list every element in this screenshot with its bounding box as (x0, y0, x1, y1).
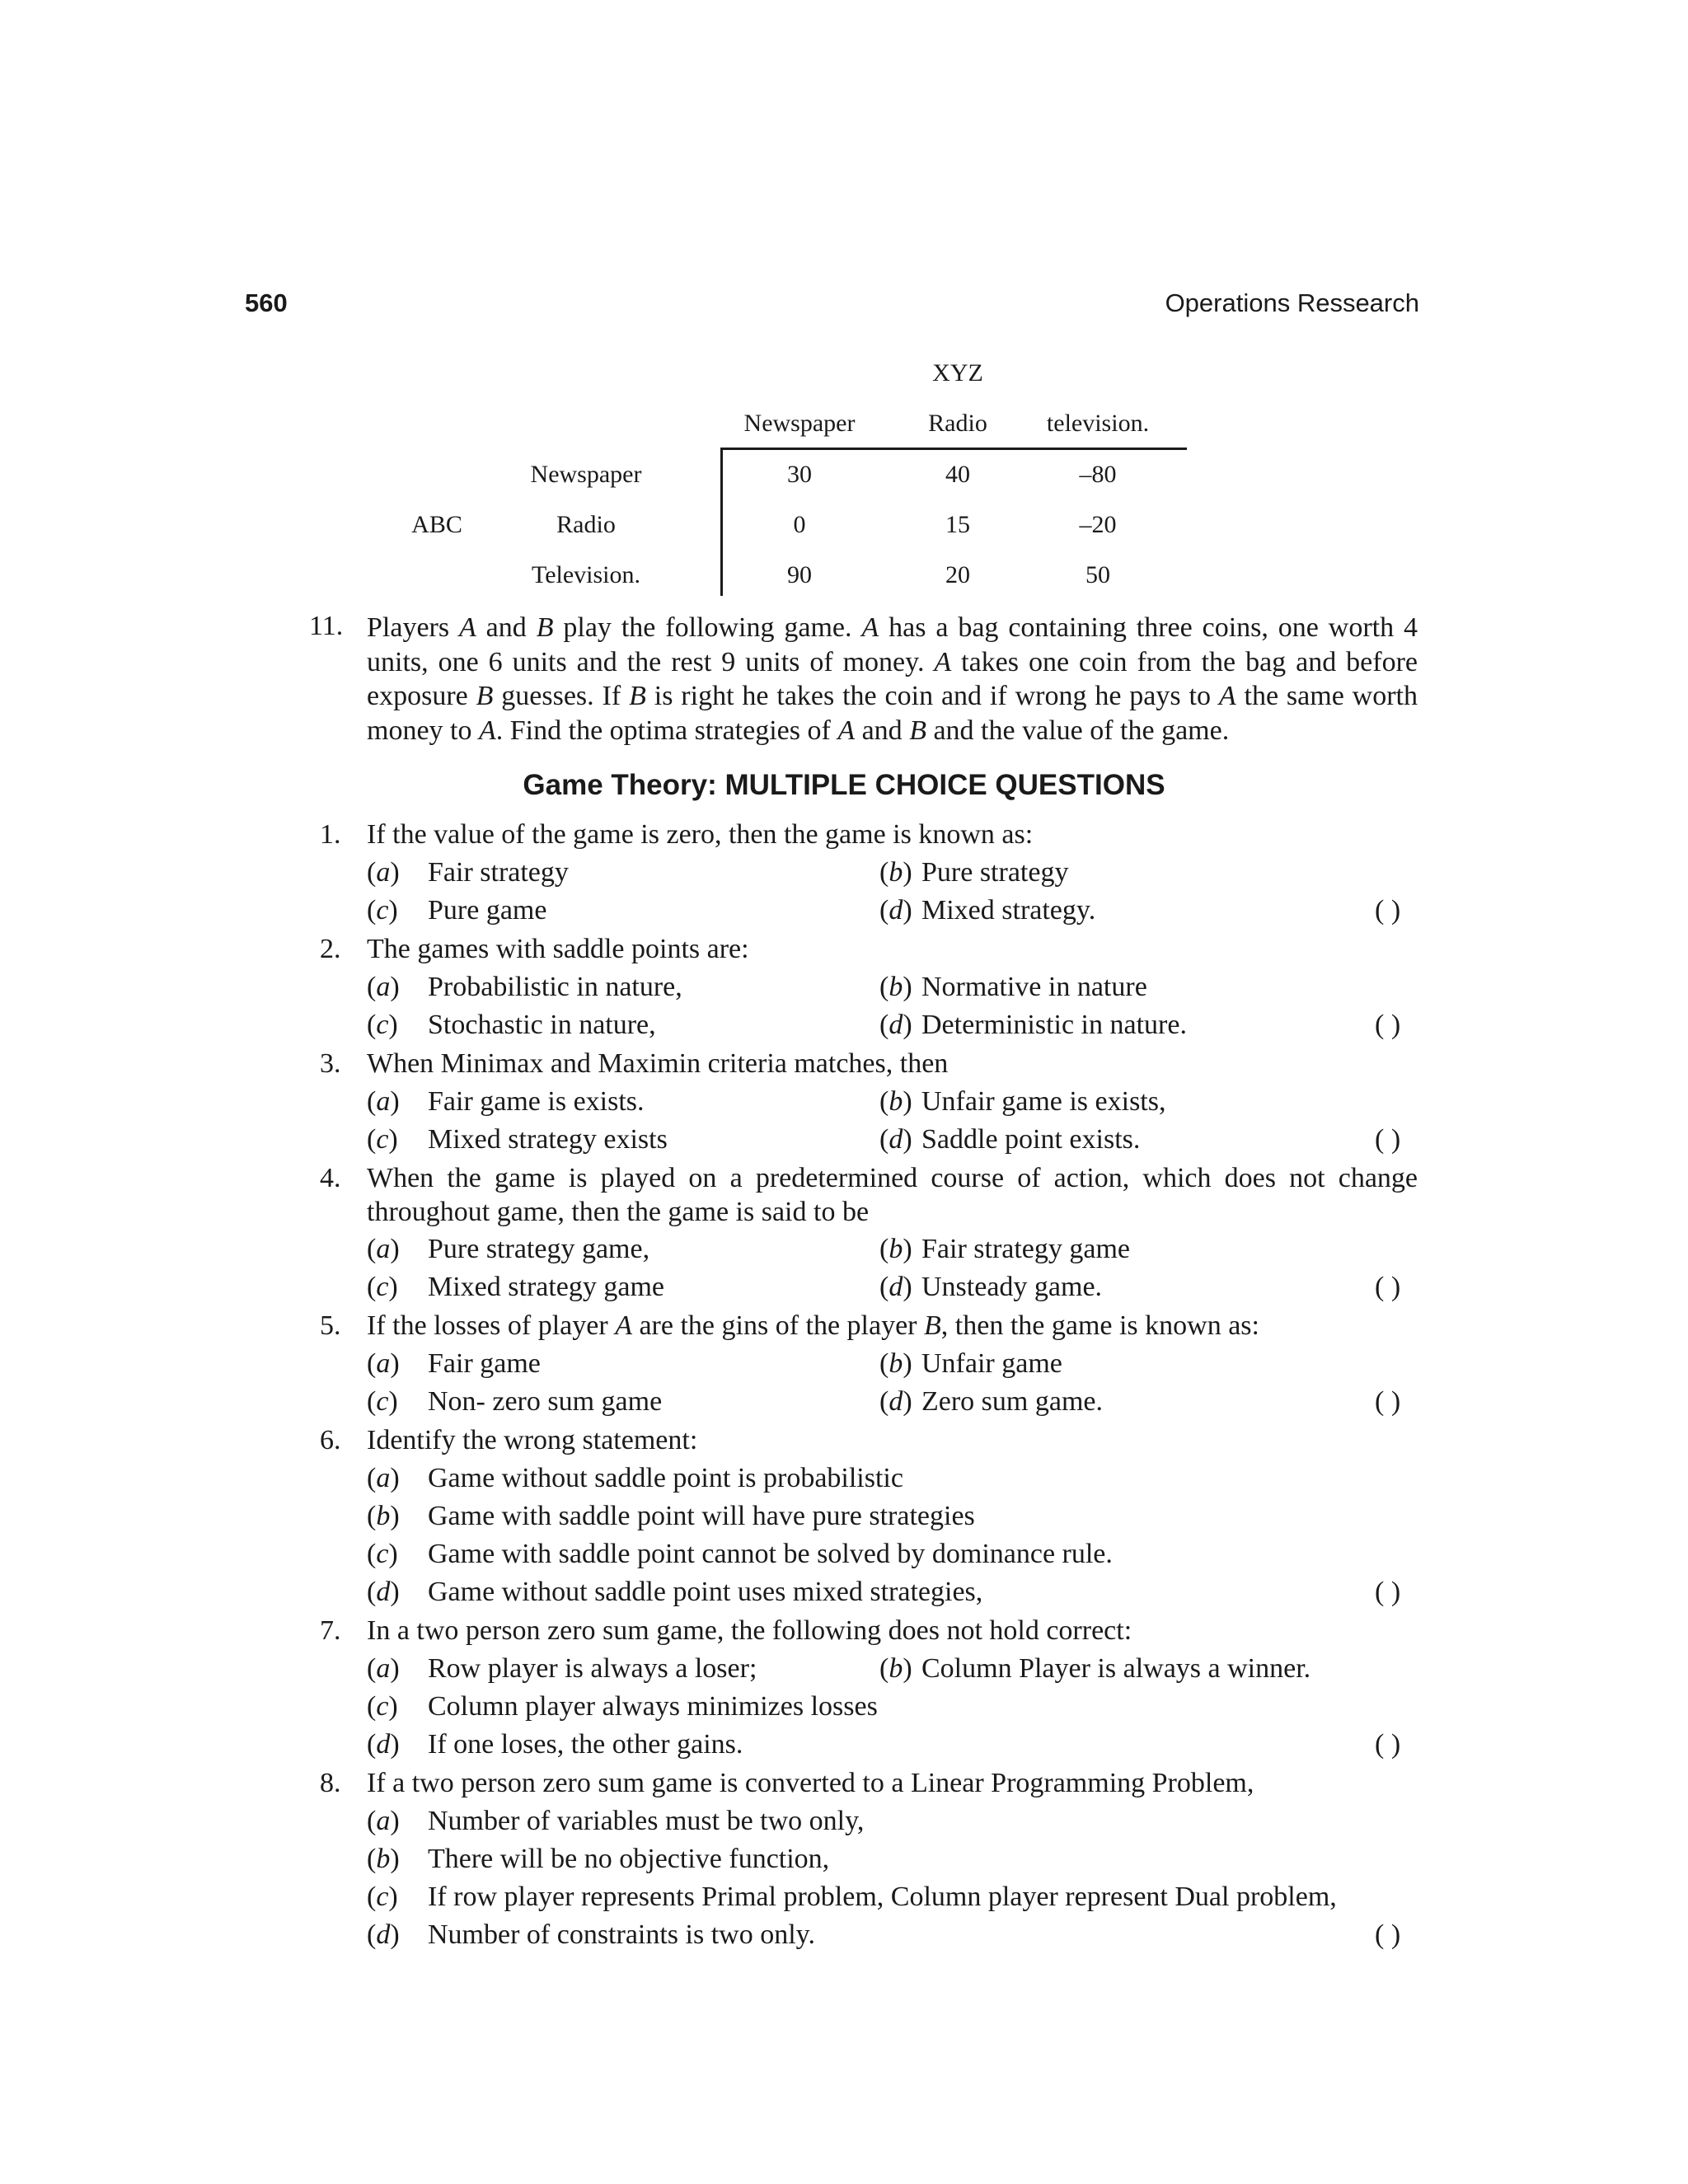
question-stem (0, 1163, 1688, 1201)
option-text: Column player always minimizes losses (428, 1691, 878, 1722)
option-text: Mixed strategy exists (428, 1124, 668, 1155)
question-number: 4. (320, 1163, 341, 1193)
matrix-cell: 40 (945, 461, 970, 488)
option-text: If one loses, the other gains. (428, 1729, 743, 1760)
option-text: Stochastic in nature, (428, 1010, 656, 1040)
option-row (0, 1463, 1688, 1501)
text-line: exposure B guesses. If B is right he takes the coin and if wrong he pays to A the same worth (367, 681, 1418, 711)
option-label: (d) (367, 1729, 400, 1760)
option-row (0, 1806, 1688, 1844)
option-text: Number of variables must be two only, (428, 1806, 865, 1836)
option-label: (c) (367, 1386, 398, 1417)
option-label: (d) (879, 1010, 912, 1040)
option-text: Normative in nature (921, 972, 1147, 1002)
option-text: Pure strategy (921, 857, 1069, 888)
text-line: money to A. Find the optima strategies of A and B and the value of the game. (367, 715, 1230, 746)
question-stem (0, 1615, 1688, 1653)
option-label: (b) (879, 972, 912, 1002)
text-line: Players A and B play the following game. A has a bag containing three coins, one worth 4 (367, 612, 1418, 643)
question-text: If a two person zero sum game is converted to a Linear Programming Problem, (367, 1768, 1254, 1798)
question-number: 3. (320, 1048, 341, 1079)
option-text: Unfair game is exists, (921, 1086, 1166, 1117)
option-text: Fair game (428, 1348, 541, 1379)
option-label: (a) (367, 1234, 400, 1264)
matrix-cell: 20 (945, 561, 970, 588)
option-row (0, 1844, 1688, 1882)
option-text: Fair game is exists. (428, 1086, 645, 1117)
column-header: Newspaper (743, 410, 856, 437)
option-row (0, 1086, 1688, 1124)
answer-bracket: ( ) (1375, 1729, 1401, 1760)
row-label: Newspaper (530, 461, 642, 488)
option-label: (d) (879, 1272, 912, 1302)
option-text: Game with saddle point cannot be solved by dominance rule. (428, 1539, 1113, 1569)
option-row (0, 1691, 1688, 1729)
option-text: Fair strategy (428, 857, 569, 888)
problem-11-text (367, 611, 1418, 748)
question-text: If the value of the game is zero, then the game is known as: (367, 819, 1034, 850)
option-label: (a) (367, 1463, 400, 1493)
option-label: (c) (367, 1010, 398, 1040)
question-number: 8. (320, 1768, 341, 1798)
option-text: Mixed strategy. (921, 895, 1096, 926)
option-row (0, 1501, 1688, 1539)
question-text: When Minimax and Maximin criteria matches, then (367, 1048, 949, 1079)
section-heading: Game Theory: MULTIPLE CHOICE QUESTIONS (523, 769, 1165, 801)
option-label: (a) (367, 972, 400, 1002)
matrix-cell: 15 (945, 511, 970, 538)
answer-bracket: ( ) (1375, 1919, 1401, 1950)
option-label: (b) (879, 1348, 912, 1379)
option-row (0, 972, 1688, 1010)
question-text: When the game is played on a predetermined course of action, which does not change (367, 1163, 1418, 1193)
matrix-cell: 50 (1085, 561, 1110, 588)
problem-number: 11. (309, 611, 344, 641)
option-text: Game without saddle point is probabilistic (428, 1463, 903, 1493)
option-text: Deterministic in nature. (921, 1010, 1187, 1040)
row-rule (720, 449, 723, 596)
option-label: (b) (367, 1501, 400, 1531)
row-player-label: ABC (411, 511, 462, 538)
option-text: Number of constraints is two only. (428, 1919, 815, 1950)
option-row (0, 1010, 1688, 1047)
row-label: Television. (531, 561, 641, 588)
payoff-matrix (0, 0, 1688, 610)
option-label: (a) (367, 1348, 400, 1379)
question-text: throughout game, then the game is said to be (367, 1197, 870, 1227)
option-label: (a) (367, 857, 400, 888)
option-row (0, 1272, 1688, 1310)
option-text: Mixed strategy game (428, 1272, 665, 1302)
text-line: units, one 6 units and the rest 9 units of money. A takes one coin from the bag and before (367, 646, 1418, 677)
matrix-cell: 30 (787, 461, 812, 488)
question-text: The games with saddle points are: (367, 934, 749, 964)
option-label: (c) (367, 895, 398, 926)
option-label: (c) (367, 1882, 398, 1912)
option-row (0, 895, 1688, 933)
option-label: (d) (879, 1124, 912, 1155)
question-text: Identify the wrong statement: (367, 1425, 698, 1455)
option-text: Game with saddle point will have pure strategies (428, 1501, 975, 1531)
option-text: There will be no objective function, (428, 1844, 830, 1874)
option-label: (b) (879, 857, 912, 888)
option-row (0, 1386, 1688, 1424)
option-label: (d) (367, 1577, 400, 1607)
option-text: Pure strategy game, (428, 1234, 650, 1264)
option-row (0, 1653, 1688, 1691)
option-label: (b) (879, 1234, 912, 1264)
matrix-cell: –20 (1079, 511, 1117, 538)
option-text: Game without saddle point uses mixed strategies, (428, 1577, 983, 1607)
option-row (0, 1539, 1688, 1577)
option-label: (d) (367, 1919, 400, 1950)
question-number: 1. (320, 819, 341, 850)
option-text: Zero sum game. (921, 1386, 1103, 1417)
option-label: (b) (367, 1844, 400, 1874)
option-label: (a) (367, 1806, 400, 1836)
answer-bracket: ( ) (1375, 1124, 1401, 1155)
option-text: If row player represents Primal problem, Column player represent Dual problem, (428, 1882, 1337, 1912)
option-label: (d) (879, 895, 912, 926)
question-stem (0, 1425, 1688, 1463)
row-label: Radio (556, 511, 616, 538)
question-stem (0, 934, 1688, 972)
option-row (0, 857, 1688, 895)
option-text: Saddle point exists. (921, 1124, 1141, 1155)
option-row (0, 1577, 1688, 1615)
option-label: (c) (367, 1124, 398, 1155)
question-number: 5. (320, 1310, 341, 1341)
question-number: 7. (320, 1615, 341, 1646)
answer-bracket: ( ) (1375, 1010, 1401, 1040)
column-header: television. (1046, 410, 1150, 437)
option-text: Unfair game (921, 1348, 1062, 1379)
column-header: Radio (928, 410, 987, 437)
running-head: Operations Ressearch (1165, 288, 1419, 317)
question-text: If the losses of player A are the gins of the player B, then the game is known as: (367, 1310, 1259, 1341)
question-stem (0, 1048, 1688, 1086)
option-text: Row player is always a loser; (428, 1653, 757, 1684)
question-text: In a two person zero sum game, the following does not hold correct: (367, 1615, 1132, 1646)
option-text: Non- zero sum game (428, 1386, 663, 1417)
answer-bracket: ( ) (1375, 895, 1401, 926)
option-label: (c) (367, 1539, 398, 1569)
option-row (0, 1348, 1688, 1386)
question-stem (0, 819, 1688, 857)
question-stem-continued (0, 1197, 1688, 1235)
question-number: 2. (320, 934, 341, 964)
matrix-cell: 90 (787, 561, 812, 588)
column-player-label: XYZ (932, 359, 983, 387)
option-row (0, 1729, 1688, 1767)
option-row (0, 1124, 1688, 1162)
question-number: 6. (320, 1425, 341, 1455)
page-number: 560 (245, 288, 288, 317)
option-label: (a) (367, 1086, 400, 1117)
option-label: (b) (879, 1653, 912, 1684)
answer-bracket: ( ) (1375, 1577, 1401, 1607)
option-label: (a) (367, 1653, 400, 1684)
option-text: Pure game (428, 895, 547, 926)
option-text: Unsteady game. (921, 1272, 1103, 1302)
option-label: (c) (367, 1272, 398, 1302)
option-row (0, 1919, 1688, 1957)
header-rule (720, 448, 1187, 450)
option-row (0, 1882, 1688, 1919)
answer-bracket: ( ) (1375, 1272, 1401, 1302)
question-stem (0, 1768, 1688, 1806)
matrix-cell: 0 (793, 511, 806, 538)
option-label: (b) (879, 1086, 912, 1117)
matrix-cell: –80 (1079, 461, 1117, 488)
option-text: Column Player is always a winner. (921, 1653, 1311, 1684)
answer-bracket: ( ) (1375, 1386, 1401, 1417)
option-row (0, 1234, 1688, 1272)
question-stem (0, 1310, 1688, 1348)
option-label: (c) (367, 1691, 398, 1722)
option-label: (d) (879, 1386, 912, 1417)
option-text: Probabilistic in nature, (428, 972, 682, 1002)
option-text: Fair strategy game (921, 1234, 1131, 1264)
